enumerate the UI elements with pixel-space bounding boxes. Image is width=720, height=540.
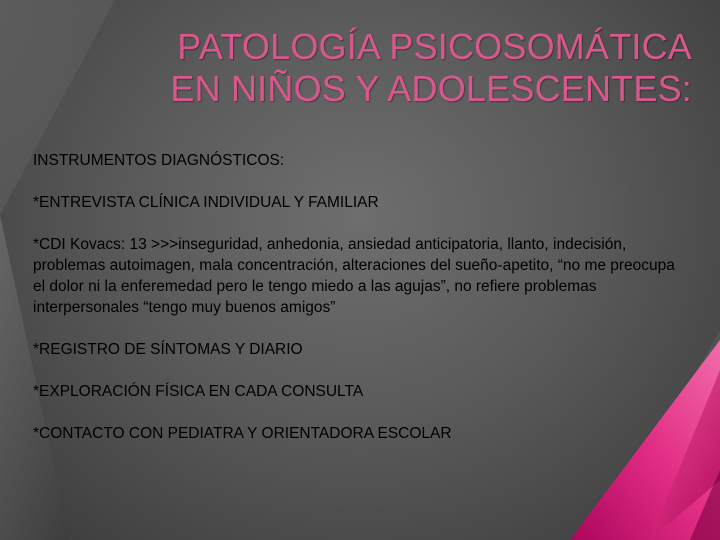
slide-title-line-2: EN NIÑOS Y ADOLESCENTES: [170,68,692,109]
slide-title-line-1: PATOLOGÍA PSICOSOMÁTICA [177,26,692,67]
body-item-entrevista: *ENTREVISTA CLÍNICA INDIVIDUAL Y FAMILIAR [33,194,379,211]
slide-body [33,150,683,465]
slide-title [92,26,692,110]
body-item-exploracion: *EXPLORACIÓN FÍSICA EN CADA CONSULTA [33,383,364,400]
body-heading: INSTRUMENTOS DIAGNÓSTICOS: [33,152,285,169]
body-item-cdi-kovacs: *CDI Kovacs: 13 >>>inseguridad, anhedonia, ansiedad anticipatoria, llanto, indecisión, problemas autoimagen, mala concentración, alteraciones del sueño-apetito, “no me preocupa el dolor ni la enferemedad pero le tengo miedo a las agujas”, no refiere problemas interpersonales “tengo muy buenos amigos” [33,236,675,316]
body-item-contacto: *CONTACTO CON PEDIATRA Y ORIENTADORA ESCOLAR [33,425,452,442]
body-item-registro: *REGISTRO DE SÍNTOMAS Y DIARIO [33,341,303,358]
